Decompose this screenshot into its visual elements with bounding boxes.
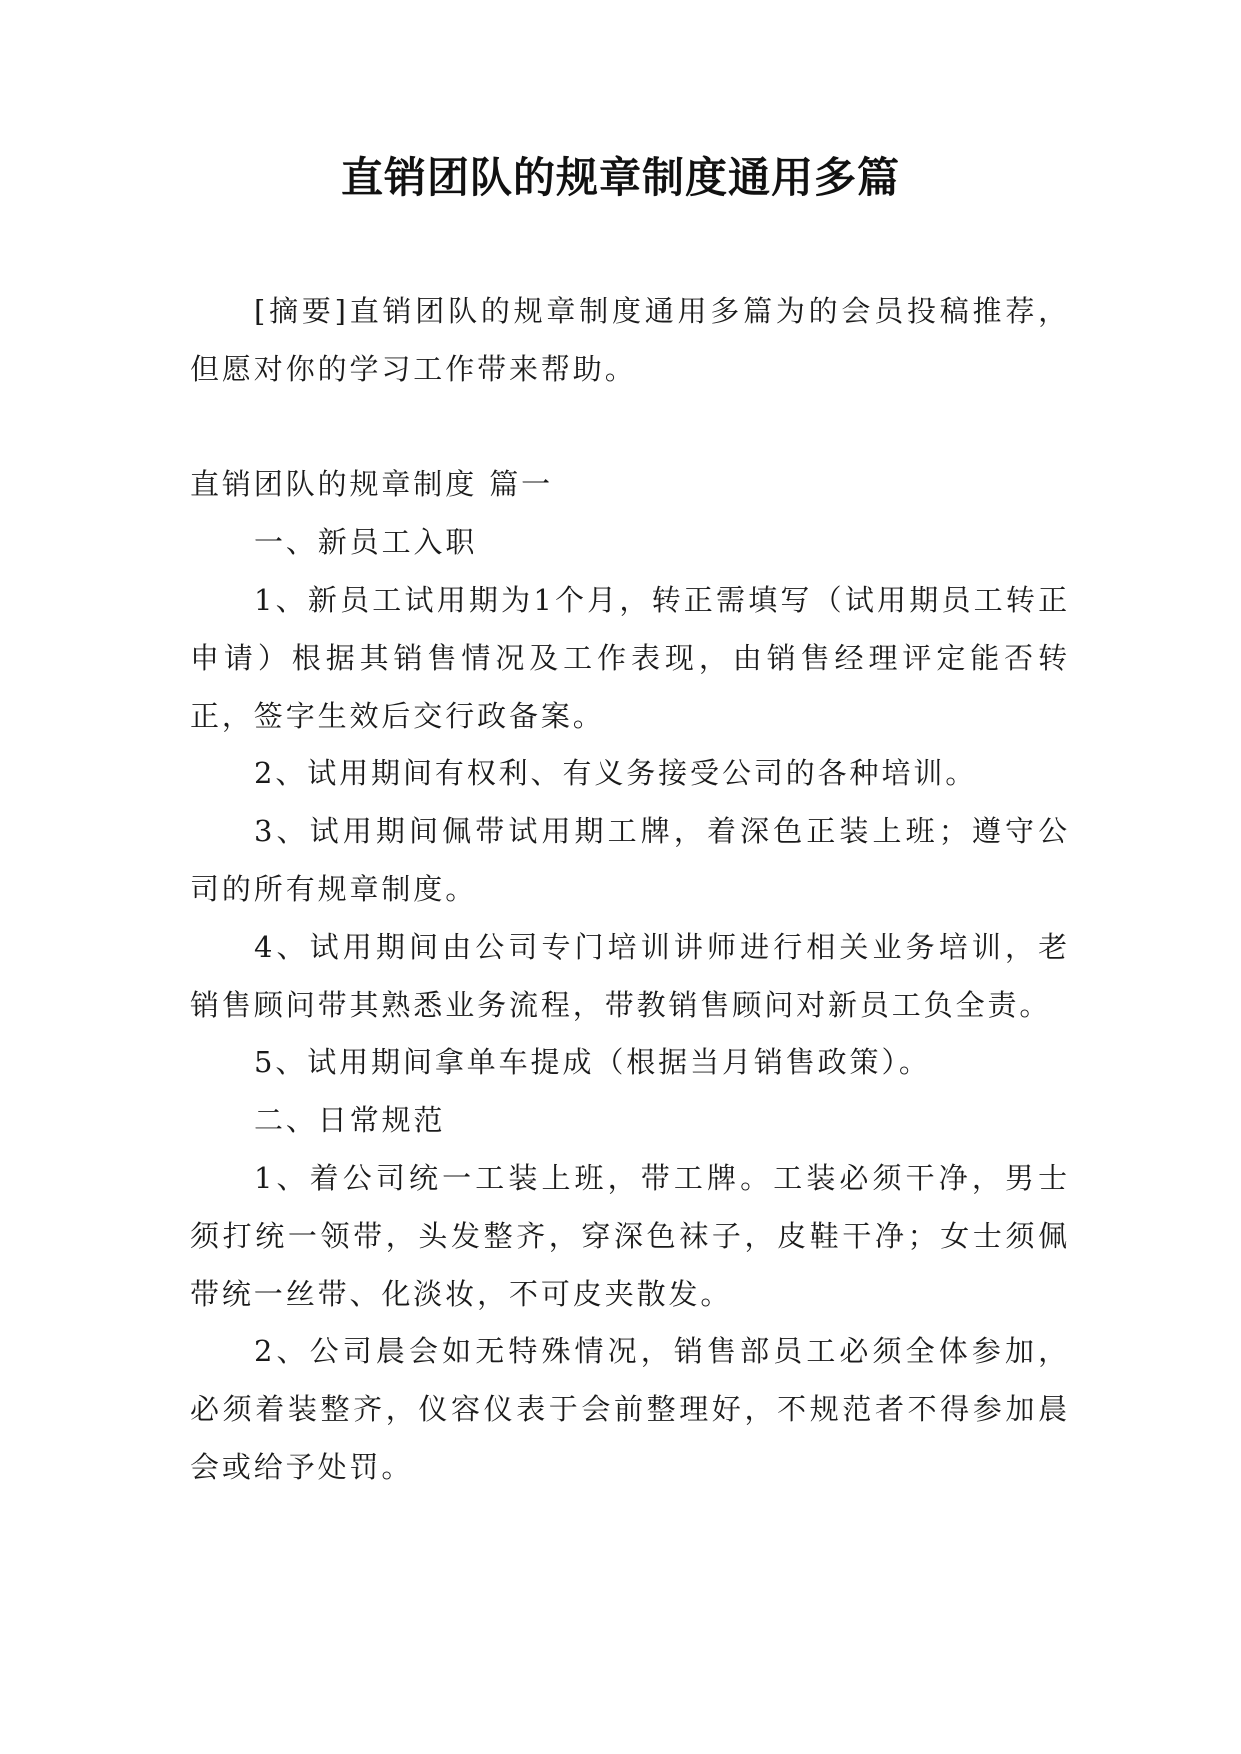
body-paragraph: 4、试用期间由公司专门培训讲师进行相关业务培训，老销售顾问带其熟悉业务流程，带教销售顾问对新员工负全责。 [190, 929, 1070, 1022]
section-heading: 直销团队的规章制度 篇一 [190, 467, 554, 502]
subsection-heading: 一、新员工入职 [254, 525, 478, 560]
body-paragraph: 2、试用期间有权利、有义务接受公司的各种培训。 [254, 756, 978, 791]
body-paragraph: 2、公司晨会如无特殊情况，销售部员工必须全体参加，必须着装整齐，仪容仪表于会前整理好，不规范者不得参加晨会或给予处罚。 [190, 1334, 1070, 1484]
subsection-heading: 二、日常规范 [254, 1103, 446, 1138]
body-paragraph: 3、试用期间佩带试用期工牌，着深色正装上班；遵守公司的所有规章制度。 [190, 814, 1070, 906]
body-paragraph: 1、着公司统一工装上班，带工牌。工装必须干净，男士须打统一领带，头发整齐，穿深色袜子，皮鞋干净；女士须佩带统一丝带、化淡妆，不可皮夹散发。 [190, 1160, 1070, 1311]
body-paragraph: 1、新员工试用期为1个月，转正需填写（试用期员工转正申请）根据其销售情况及工作表现，由销售经理评定能否转正，签字生效后交行政备案。 [190, 582, 1070, 733]
body-paragraph: 5、试用期间拿单车提成（根据当月销售政策）。 [254, 1045, 931, 1080]
paragraph-spacer [190, 399, 1070, 457]
document-body [190, 283, 1070, 1497]
document-title: 直销团队的规章制度通用多篇 [340, 153, 900, 202]
abstract-paragraph: [摘要]直销团队的规章制度通用多篇为的会员投稿推荐，但愿对你的学习工作带来帮助。 [190, 294, 1070, 386]
